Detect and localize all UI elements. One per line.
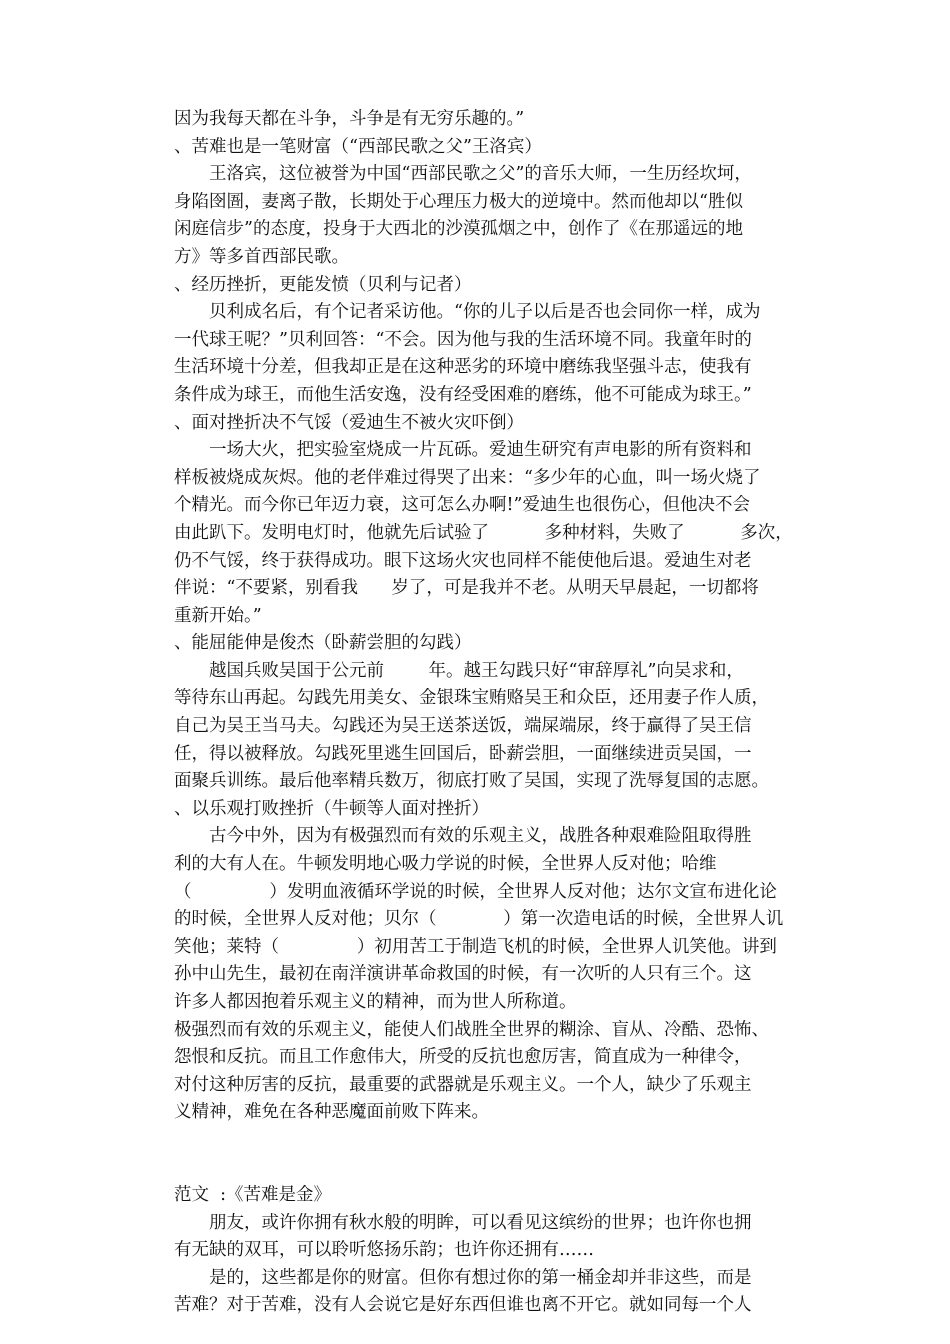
text-line: 有无缺的双耳，可以聆听悠扬乐韵；也许你还拥有…… — [174, 1240, 594, 1261]
text-line: 苦难？对于苦难，没有人会说它是好东西但谁也离不开它。就如同每一个人 — [174, 1295, 752, 1316]
text-line: 身陷囹圄，妻离子散，长期处于心理压力极大的逆境中。然而他却以“胜似 — [174, 191, 743, 212]
text-line: 面聚兵训练。最后他率精兵数万，彻底打败了吴国，实现了洗辱复国的志愿。 — [174, 771, 769, 792]
text-line: 样板被烧成灰烬。他的老伴难过得哭了出来：“多少年的心血，叫一场火烧了 — [174, 467, 761, 488]
section-heading: 、能屈能伸是俊杰（卧薪尝胆的勾践） — [174, 633, 472, 654]
text-line: 重新开始。” — [174, 605, 262, 626]
text-line: 朋友，或许你拥有秋水般的明眸，可以看见这缤纷的世界；也许你也拥 — [209, 1212, 752, 1233]
text-line: 的时候，全世界人反对他；贝尔（ ）第一次造电话的时候，全世界人讥 — [174, 909, 784, 930]
text-line: 怨恨和反抗。而且工作愈伟大，所受的反抗也愈厉害，简直成为一种律令， — [174, 1047, 752, 1068]
text-line: 自己为吴王当马夫。勾践还为吴王送茶送饭，端屎端尿，终于赢得了吴王信 — [174, 716, 752, 737]
text-line: 义精神，难免在各种恶魔面前败下阵来。 — [174, 1102, 489, 1123]
text-line: 伴说：“不要紧，别看我 岁了，可是我并不老。从明天早晨起，一切都将 — [174, 578, 759, 599]
text-line: 极强烈而有效的乐观主义，能使人们战胜全世界的糊涂、盲从、冷酷、恐怖、 — [174, 1019, 769, 1040]
text-line: 生活环境十分差，但我却正是在这种恶劣的环境中磨练我坚强斗志，使我有 — [174, 357, 752, 378]
section-heading: 、以乐观打败挫折（牛顿等人面对挫折） — [174, 798, 489, 819]
text-line: 一场大火，把实验室烧成一片瓦砾。爱迪生研究有声电影的所有资料和 — [209, 440, 752, 461]
text-line: 由此趴下。发明电灯时，他就先后试验了 多种材料，失败了 多次， — [174, 522, 793, 543]
text-line: 一代球王呢？”贝利回答：“不会。因为他与我的生活环境不同。我童年时的 — [174, 329, 752, 350]
section-heading: 、苦难也是一笔财富（“西部民歌之父”王洛宾） — [174, 136, 542, 157]
section-heading: 、面对挫折决不气馁（爱迪生不被火灾吓倒） — [174, 412, 524, 433]
text-line: 王洛宾，这位被誉为中国“西部民歌之父”的音乐大师，一生历经坎坷， — [209, 164, 752, 185]
text-line: 是的，这些都是你的财富。但你有想过你的第一桶金却并非这些，而是 — [209, 1267, 752, 1288]
text-line: 条件成为球王，而他生活安逸，没有经受困难的磨练，他不可能成为球王。” — [174, 384, 752, 405]
text-line: 许多人都因抱着乐观主义的精神，而为世人所称道。 — [174, 992, 577, 1012]
text-line: 古今中外，因为有极强烈而有效的乐观主义，战胜各种艰难险阻取得胜 — [209, 826, 752, 847]
document-page — [174, 106, 814, 1320]
text-line: 仍不气馁，终于获得成功。眼下这场火灾也同样不能使他后退。爱迪生对老 — [174, 550, 752, 571]
text-line: 孙中山先生，最初在南洋演讲革命救国的时候，有一次听的人只有三个。这 — [174, 964, 752, 985]
text-line: 笑他；莱特（ ）初用苦工于制造飞机的时候，全世界人讥笑他。讲到 — [174, 936, 777, 957]
text-line: 任，得以被释放。勾践死里逃生回国后，卧薪尝胆，一面继续进贡吴国，一 — [174, 743, 752, 764]
text-line: 贝利成名后，有个记者采访他。“你的儿子以后是否也会同你一样，成为 — [209, 302, 761, 323]
text-line: （ ）发明血液循环学说的时候，全世界人反对他；达尔文宣布进化论 — [174, 881, 777, 902]
text-line: 对付这种厉害的反抗，最重要的武器就是乐观主义。一个人，缺少了乐观主 — [174, 1074, 752, 1095]
essay-title: 范文 :《苦难是金》 — [174, 1184, 332, 1205]
text-line: 个精光。而今你已年迈力衰，这可怎么办啊!”爱迪生也很伤心，但他决不会 — [174, 495, 750, 516]
text-line: 闲庭信步”的态度，投身于大西北的沙漠孤烟之中，创作了《在那遥远的地 — [174, 219, 743, 240]
section-heading: 、经历挫折，更能发愤（贝利与记者） — [174, 274, 472, 295]
text-line: 方》等多首西部民歌。 — [174, 246, 349, 267]
text-line: 因为我每天都在斗争，斗争是有无穷乐趣的。” — [174, 109, 525, 129]
blank-gap — [174, 1127, 814, 1182]
text-line: 越国兵败吴国于公元前 年。越王勾践只好“审辞厚礼”向吴求和， — [209, 660, 744, 681]
text-line: 等待东山再起。勾践先用美女、金银珠宝贿赂吴王和众臣，还用妻子作人质， — [174, 688, 769, 709]
text-line: 利的大有人在。牛顿发明地心吸力学说的时候，全世界人反对他；哈维 — [174, 854, 717, 875]
